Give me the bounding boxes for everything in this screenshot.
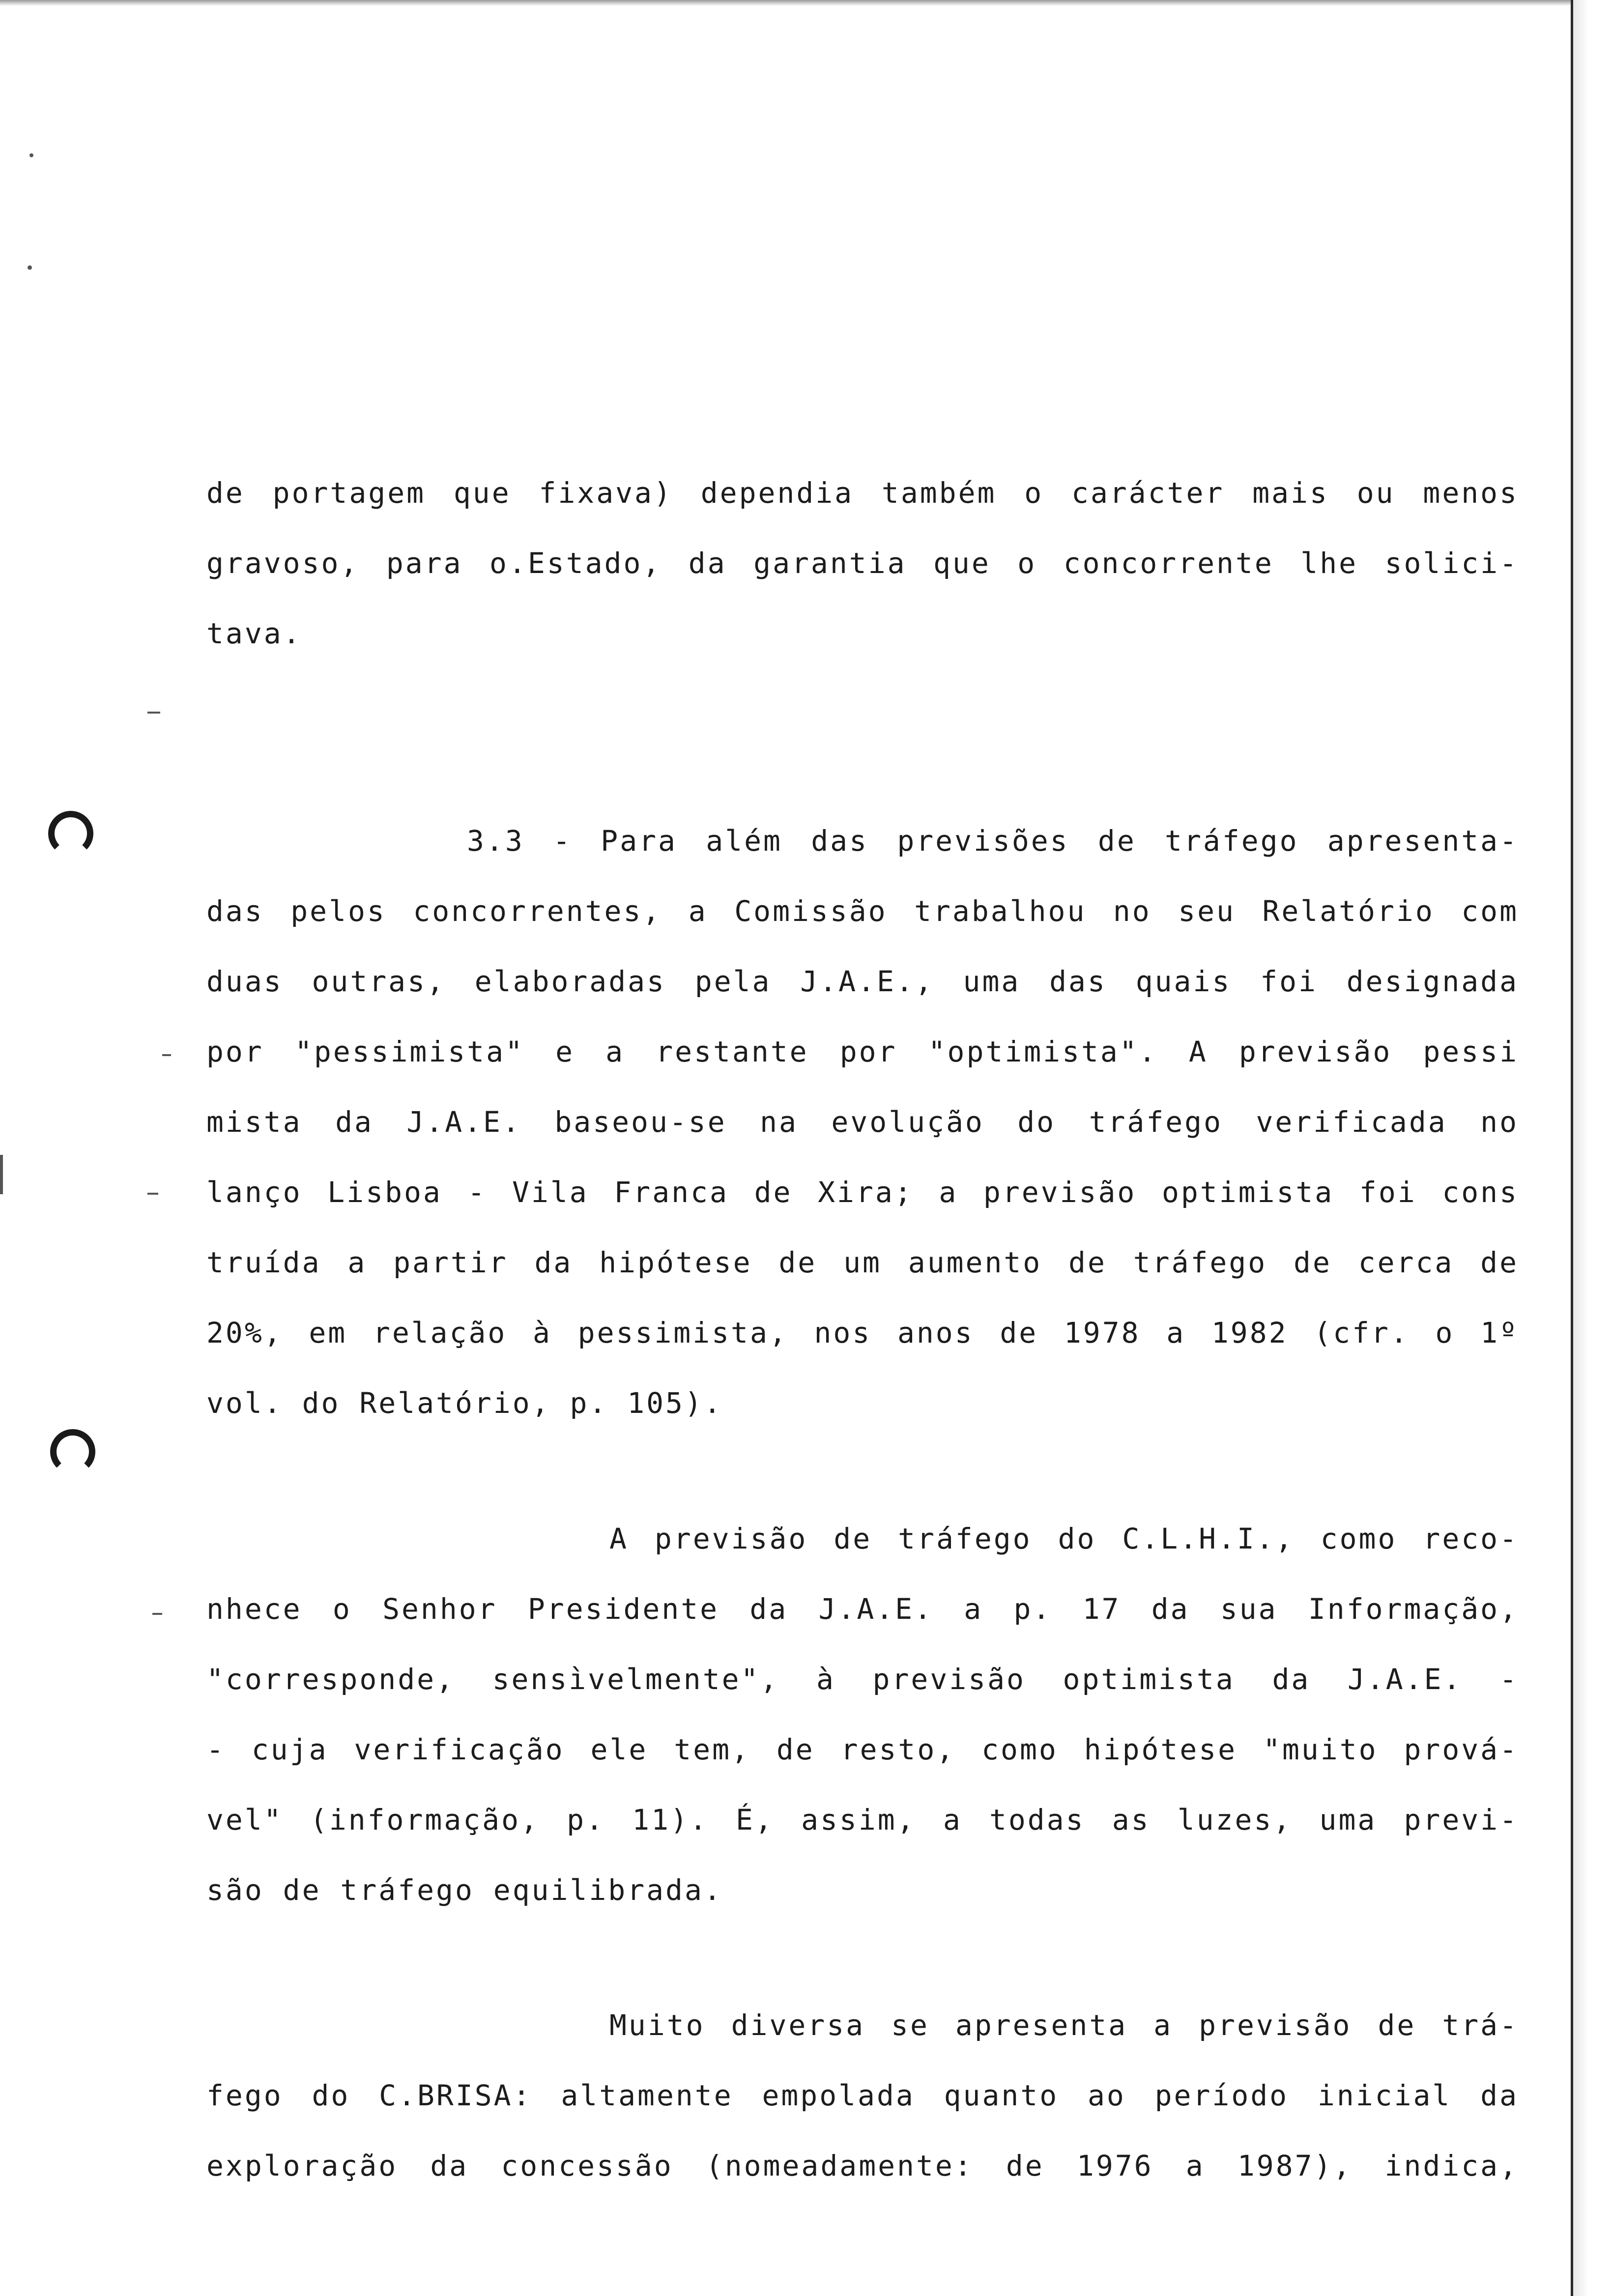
text-line: - cuja verificação ele tem, de resto, como hipótese "muito prová- bbox=[206, 1733, 1519, 1766]
text-line: duas outras, elaboradas pela J.A.E., uma das quais foi designada bbox=[206, 965, 1519, 998]
text-line: vol. do Relatório, p. 105). bbox=[206, 1386, 723, 1420]
text-line: de portagem que fixava) dependia também o carácter mais ou menos bbox=[206, 476, 1519, 510]
paragraph-3 bbox=[206, 1504, 1519, 1925]
margin-mark bbox=[147, 712, 160, 714]
text-line: gravoso, para o.Estado, da garantia que o concorrente lhe solici- bbox=[206, 546, 1519, 580]
text-line: por "pessimista" e a restante por "optimista". A previsão pessi bbox=[206, 1035, 1519, 1068]
punch-hole-upper bbox=[48, 811, 93, 856]
text-line: lanço Lisboa - Vila Franca de Xira; a previsão optimista foi cons bbox=[206, 1176, 1519, 1209]
punch-hole-lower bbox=[50, 1429, 95, 1474]
margin-mark bbox=[162, 1054, 171, 1056]
text-line: mista da J.A.E. baseou-se na evolução do tráfego verificada no bbox=[206, 1105, 1519, 1139]
text-line: das pelos concorrentes, a Comissão trabalhou no seu Relatório com bbox=[206, 894, 1519, 928]
text-line: tava. bbox=[206, 617, 302, 650]
text-line: truída a partir da hipótese de um aumento de tráfego de cerca de bbox=[206, 1246, 1519, 1279]
text-line: 3.3 - Para além das previsões de tráfego apresenta- bbox=[467, 824, 1519, 858]
text-line: Muito diversa se apresenta a previsão de trá- bbox=[609, 2009, 1519, 2042]
margin-mark bbox=[29, 153, 33, 157]
text-line: "corresponde, sensìvelmente", à previsão optimista da J.A.E. - bbox=[206, 1663, 1519, 1696]
scan-right-shade bbox=[1573, 0, 1612, 2296]
paragraph-1 bbox=[206, 458, 1519, 669]
text-line: exploração da concessão (nomeadamente: de 1976 a 1987), indica, bbox=[206, 2149, 1519, 2182]
margin-mark bbox=[147, 1193, 158, 1195]
text-line: nhece o Senhor Presidente da J.A.E. a p. 17 da sua Informação, bbox=[206, 1592, 1519, 1626]
paragraph-2 bbox=[206, 806, 1519, 1438]
text-line: fego do C.BRISA: altamente empolada quanto ao período inicial da bbox=[206, 2079, 1519, 2112]
margin-mark bbox=[0, 1155, 3, 1194]
text-line: A previsão de tráfego do C.L.H.I., como reco- bbox=[609, 1522, 1519, 1555]
text-line: 20%, em relação à pessimista, nos anos de 1978 a 1982 (cfr. o 1º bbox=[206, 1316, 1519, 1349]
scan-top-edge bbox=[0, 0, 1612, 6]
margin-mark bbox=[28, 265, 32, 270]
margin-mark bbox=[152, 1613, 162, 1615]
text-line: são de tráfego equilibrada. bbox=[206, 1873, 723, 1907]
text-line: vel" (informação, p. 11). É, assim, a todas as luzes, uma previ- bbox=[206, 1803, 1519, 1837]
paragraph-4 bbox=[206, 1990, 1519, 2201]
